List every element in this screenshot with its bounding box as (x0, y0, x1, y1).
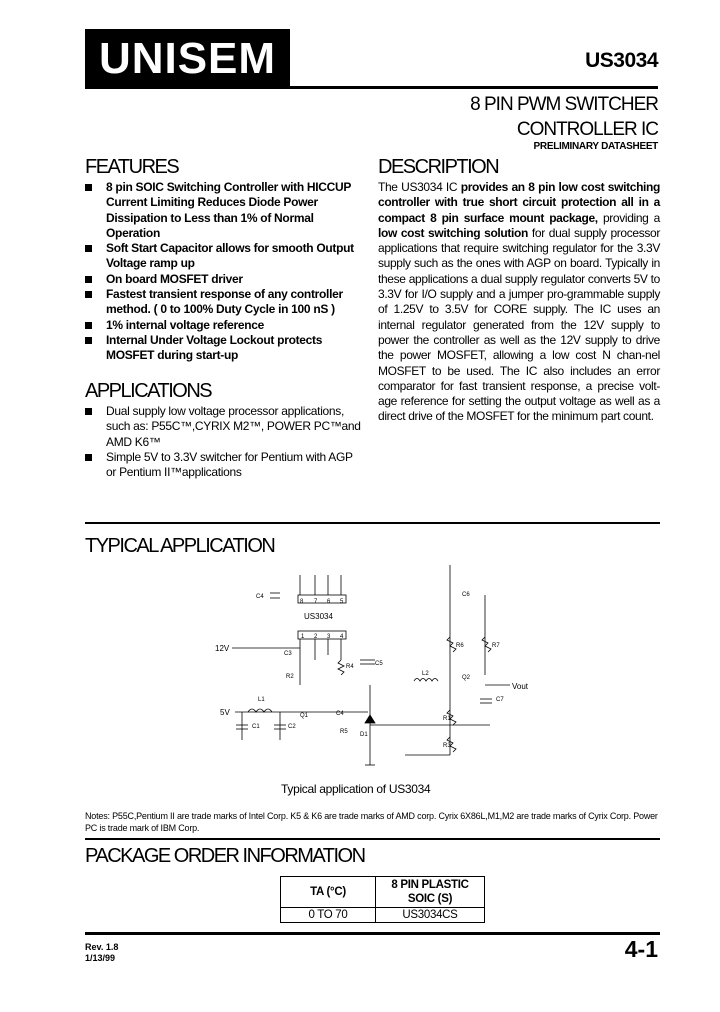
r3-label: R3 (443, 743, 451, 749)
desc-bold: provides an 8 pin low cost switching controller with true short circuit protection all in a compact 8 pin surface mount package, (378, 180, 660, 225)
application-schematic (200, 565, 530, 780)
date-label: 1/13/99 (85, 953, 116, 963)
part-value: US3034CS (376, 908, 485, 923)
pin-label: 2 (314, 634, 318, 640)
title-line-2: CONTROLLER IC (516, 119, 658, 140)
r6-label: R6 (456, 643, 464, 649)
package-header-line: 8 PIN PLASTIC (391, 879, 469, 891)
feature-item: Fastest transient response of any controller method. ( 0 to 100% Duty Cycle in 100 nS ) (85, 287, 365, 318)
pin-label: 8 (300, 599, 304, 605)
feature-item: 1% internal voltage reference (85, 318, 365, 333)
package-order-table (280, 876, 485, 923)
logo-text: UNISEM (98, 34, 277, 83)
pin-label: 4 (340, 634, 344, 640)
features-list (85, 180, 365, 364)
section-rule (85, 522, 660, 524)
desc-part: for dual supply processor applications that require switching regulator for the 3.3V supply such as the ones with AGP on board. Typically in these applications a dual supply regulator converts 5V to 3.3V for I/O supply and a jumper pro-grammable supply of 1.25V to 3.5V for CORE supply. The IC uses an internal regulator generated from the 12V supply to power the controller as well as the 12V supply to drive the power MOSFET, allowing a low cost N chan-nel MOSFET to be used. The IC also includes an error comparator for fast transient response, a precise volt-age reference for setting the output voltage as well as a direct drive of the MOSFET for the minimum part count. (378, 225, 660, 424)
r2-label: R2 (286, 674, 294, 680)
pin-label: 5 (340, 599, 344, 605)
features-heading: FEATURES (85, 156, 179, 178)
feature-item: 8 pin SOIC Switching Controller with HICCUP Current Limiting Reduces Diode Power Dissipation to Less than 1% of Normal Operation (85, 180, 365, 241)
desc-bold: low cost switching solution (378, 225, 528, 240)
pin-label: 1 (301, 634, 305, 640)
footer-rule (85, 932, 660, 935)
q1-label: Q1 (300, 713, 309, 719)
description-heading: DESCRIPTION (378, 156, 499, 178)
table-row (281, 908, 485, 923)
l1-label: L1 (258, 697, 265, 703)
ic-label: US3034 (304, 612, 333, 621)
header-rule (85, 86, 658, 89)
applications-heading: APPLICATIONS (85, 380, 212, 402)
r1-label: R1 (443, 716, 451, 722)
section-rule (85, 838, 660, 840)
d1-label: D1 (360, 732, 368, 738)
preliminary-label: PRELIMINARY DATASHEET (533, 141, 658, 152)
application-item: Simple 5V to 3.3V switcher for Pentium with AGP or Pentium II™applications (85, 450, 365, 481)
c4-label: C4 (256, 594, 264, 600)
typical-application-heading: TYPICAL APPLICATION (85, 535, 275, 557)
figure-caption: Typical application of US3034 (281, 782, 431, 796)
q2-label: Q2 (462, 675, 471, 681)
v5-label: 5V (220, 708, 230, 717)
package-order-heading: PACKAGE ORDER INFORMATION (85, 845, 365, 867)
part-number: US3034 (585, 49, 658, 72)
desc-part: providing a (597, 210, 661, 225)
revision-info (85, 942, 118, 964)
l2-label: L2 (422, 671, 429, 677)
pin-label: 6 (327, 599, 331, 605)
c4b-label: C4 (336, 711, 344, 717)
feature-item: On board MOSFET driver (85, 272, 365, 287)
application-item: Dual supply low voltage processor applications, such as: P55C™,CYRIX M2™, POWER PC™and AMD K6™ (85, 404, 365, 450)
table-header-row (281, 877, 485, 908)
ta-header: TA (°C) (281, 877, 376, 908)
desc-part: The US3034 IC (378, 180, 461, 194)
description-text (378, 180, 660, 425)
feature-item: Soft Start Capacitor allows for smooth Output Voltage ramp up (85, 241, 365, 272)
package-header (376, 877, 485, 908)
c5-label: C5 (375, 661, 383, 667)
r4-label: R4 (346, 664, 354, 670)
r7-label: R7 (492, 643, 500, 649)
v12-label: 12V (215, 644, 230, 653)
trademark-notes: Notes: P55C,Pentium II are trade marks of Intel Corp. K5 & K6 are trade marks of AMD corp. Cyrix 6X86L,M1,M2 are trade marks of Cyrix Corp. Power PC is trade mark of IBM Corp. (85, 811, 658, 833)
title-line-1: 8 PIN PWM SWITCHER (470, 94, 658, 115)
unisem-logo (85, 29, 290, 89)
c2-label: C2 (288, 724, 296, 730)
r5-label: R5 (340, 729, 348, 735)
c3-label: C3 (284, 651, 292, 657)
pin-label: 7 (314, 599, 318, 605)
feature-item: Internal Under Voltage Lockout protects MOSFET during start-up (85, 333, 365, 364)
rev-label: Rev. 1.8 (85, 942, 119, 952)
c6-label: C6 (462, 592, 470, 598)
pin-label: 3 (327, 634, 331, 640)
ta-value: 0 TO 70 (281, 908, 376, 923)
vout-label: Vout (512, 682, 529, 691)
package-header-line: SOIC (S) (407, 893, 453, 905)
page-number: 4-1 (624, 936, 658, 962)
c7-label: C7 (496, 697, 504, 703)
c1-label: C1 (252, 724, 260, 730)
applications-list (85, 404, 365, 480)
